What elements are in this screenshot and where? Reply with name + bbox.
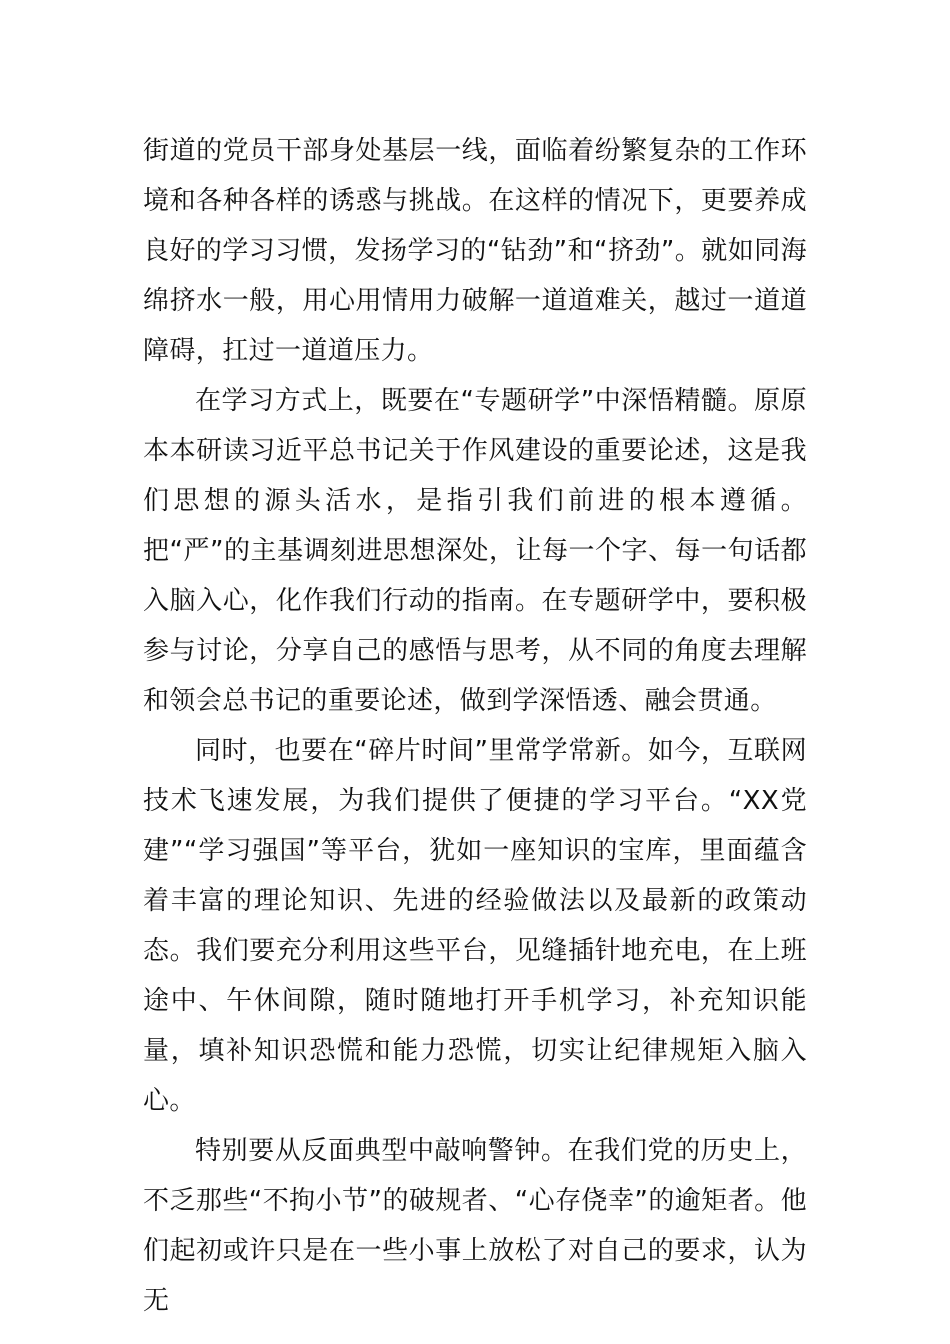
paragraph-continued: 街道的党员干部身处基层一线，面临着纷繁复杂的工作环境和各种各样的诱惑与挑战。在这样的情况下，更要养成良好的学习习惯，发扬学习的“钻劲”和“挤劲”。就如同海绵挤水一般，用心用情用力破解一道道难关，越过一道道障碍，扛过一道道压力。 — [143, 136, 807, 366]
paragraph-negative-examples: 特别要从反面典型中敲响警钟。在我们党的历史上，不乏那些“不拘小节”的破规者、“心存侥幸”的逾矩者。他们起初或许只是在一些小事上放松了对自己的要求，认为无 — [143, 1136, 807, 1316]
paragraph-study-methods: 在学习方式上，既要在“专题研学”中深悟精髓。原原本本研读习近平总书记关于作风建设的重要论述，这是我们思想的源头活水，是指引我们前进的根本遵循。把“严”的主基调刻进思想深处，让每一个字、每一句话都入脑入心，化作我们行动的指南。在专题研学中，要积极参与讨论，分享自己的感悟与思考，从不同的角度去理解和领会总书记的重要论述，做到学深悟透、融会贯通。 — [143, 386, 807, 716]
document-body — [143, 126, 807, 1326]
paragraph-fragment-time: 同时，也要在“碎片时间”里常学常新。如今，互联网技术飞速发展，为我们提供了便捷的学习平台。“XX党建”“学习强国”等平台，犹如一座知识的宝库，里面蕴含着丰富的理论知识、先进的经验做法以及最新的政策动态。我们要充分利用这些平台，见缝插针地充电，在上班途中、午休间隙，随时随地打开手机学习，补充知识能量，填补知识恐慌和能力恐慌，切实让纪律规矩入脑入心。 — [143, 736, 807, 1116]
